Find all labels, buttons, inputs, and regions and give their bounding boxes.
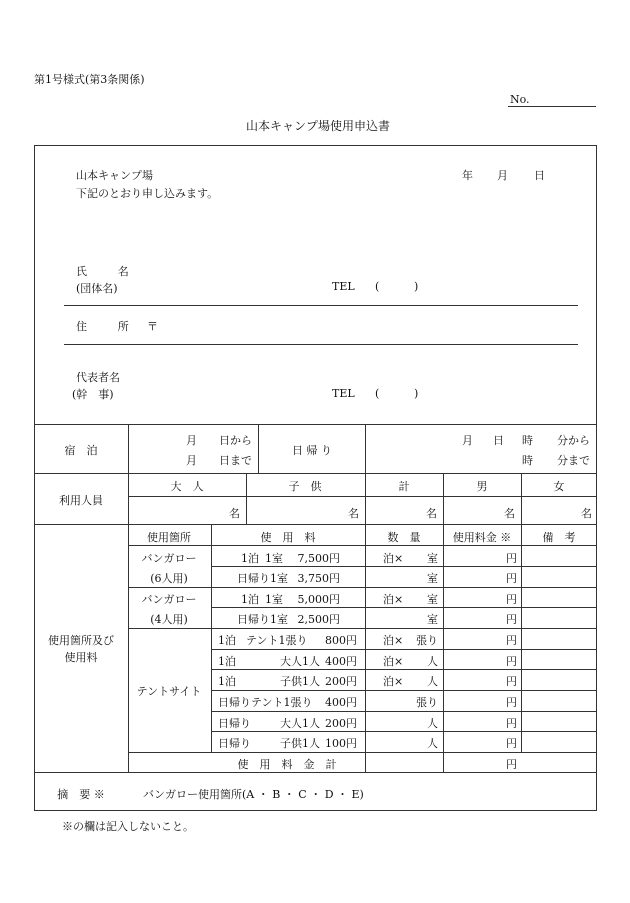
usage-section-label-2: 使用料 xyxy=(64,651,98,664)
tel-paren-open-1: ( xyxy=(375,280,380,293)
qty-row-5-a: 泊× xyxy=(383,634,404,647)
fee-row-5-a: 1泊 xyxy=(218,634,236,647)
daytrip-hour-from: 時 xyxy=(522,434,533,447)
qty-row-4-b: 室 xyxy=(427,613,438,626)
daytrip-label: 日 帰 り xyxy=(292,444,332,457)
fee-row-7-b: 子供1人 xyxy=(280,675,320,688)
grid-line xyxy=(246,473,247,524)
grid-line xyxy=(211,649,597,650)
grid-line xyxy=(128,545,597,546)
group-label: (団体名) xyxy=(76,282,118,295)
amount-row-3: 円 xyxy=(506,593,517,606)
date-month-label: 月 xyxy=(497,169,508,182)
grid-line xyxy=(211,711,597,712)
form-number-line xyxy=(508,106,596,107)
users-unit-total: 名 xyxy=(426,507,437,520)
form-style-label: 第1号様式(第3条関係) xyxy=(34,73,145,86)
tentsite-label: テントサイト xyxy=(136,685,202,698)
stay-from-month: 月 xyxy=(186,434,197,447)
users-unit-child: 名 xyxy=(348,507,359,520)
tel-paren-open-2: ( xyxy=(375,387,380,400)
qty-row-8-b: 張り xyxy=(416,696,438,709)
usage-header-place: 使用箇所 xyxy=(147,531,191,544)
fee-row-10-c: 100円 xyxy=(325,737,357,750)
address-underline xyxy=(64,344,578,345)
grid-line xyxy=(521,473,522,524)
daytrip-to-label: 分まで xyxy=(557,454,590,467)
address-label: 住 所 xyxy=(76,320,139,333)
qty-row-2-b: 室 xyxy=(427,572,438,585)
grid-line xyxy=(365,524,366,772)
grid-line xyxy=(128,496,597,497)
fee-row-9-b: 大人1人 xyxy=(280,717,320,730)
fee-row-5-c: 800円 xyxy=(325,634,357,647)
amount-row-4: 円 xyxy=(506,613,517,626)
fee-row-10-a: 日帰り xyxy=(218,737,251,750)
usage-total-yen: 円 xyxy=(506,758,517,771)
bungalow6-capacity: (6人用) xyxy=(150,572,188,585)
grid-line xyxy=(34,473,597,474)
amount-row-5: 円 xyxy=(506,634,517,647)
grid-line xyxy=(128,628,597,629)
fee-row-5-b: テント1張り xyxy=(246,634,308,647)
qty-row-10-b: 人 xyxy=(427,737,438,750)
amount-row-9: 円 xyxy=(506,717,517,730)
tel-paren-close-2: ) xyxy=(414,387,419,400)
usage-section-label-1: 使用箇所及び xyxy=(48,634,114,647)
fee-row-3-c: 5,000円 xyxy=(297,593,340,606)
bungalow6-label: バンガロー xyxy=(141,552,197,565)
grid-line xyxy=(211,690,597,691)
daytrip-from-label: 分から xyxy=(557,434,590,447)
tel-label-2: TEL xyxy=(332,387,355,400)
name-label: 氏 名 xyxy=(76,265,139,278)
qty-row-9-b: 人 xyxy=(427,717,438,730)
users-unit-adult: 名 xyxy=(229,507,240,520)
representative-sub-label: (幹 事) xyxy=(72,388,114,401)
grid-line xyxy=(128,752,597,753)
date-year-label: 年 xyxy=(462,169,473,182)
fee-row-9-a: 日帰り xyxy=(218,717,251,730)
fee-row-3-b: 1室 xyxy=(265,593,283,606)
qty-row-6-a: 泊× xyxy=(383,655,404,668)
grid-line xyxy=(211,607,597,608)
qty-row-3-a: 泊× xyxy=(383,593,404,606)
fee-row-2-a: 日帰り1室 xyxy=(237,572,288,585)
grid-line xyxy=(443,524,444,772)
grid-line xyxy=(521,524,522,752)
users-label: 利用人員 xyxy=(59,494,103,507)
fee-row-6-c: 400円 xyxy=(325,655,357,668)
fee-row-2-c: 3,750円 xyxy=(297,572,340,585)
grid-line xyxy=(443,473,444,524)
qty-row-3-b: 室 xyxy=(427,593,438,606)
grid-line xyxy=(34,524,597,525)
usage-header-remarks: 備 考 xyxy=(542,531,576,544)
grid-line xyxy=(211,566,597,567)
summary-label: 摘 要 ※ xyxy=(57,788,105,801)
fee-row-8-c: 400円 xyxy=(325,696,357,709)
fee-row-8-a: 日帰りテント1張り xyxy=(218,696,313,709)
date-day-label: 日 xyxy=(534,169,545,182)
tel-paren-close-1: ) xyxy=(414,280,419,293)
usage-header-fee: 使 用 料 xyxy=(260,531,316,544)
stay-from-day: 日から xyxy=(219,434,252,447)
qty-row-6-b: 人 xyxy=(427,655,438,668)
daytrip-month: 月 xyxy=(462,434,473,447)
grid-line xyxy=(34,424,597,425)
daytrip-day: 日 xyxy=(493,434,504,447)
fee-row-6-b: 大人1人 xyxy=(280,655,320,668)
stay-to-day: 日まで xyxy=(219,454,252,467)
daytrip-hour-to: 時 xyxy=(522,454,533,467)
grid-line xyxy=(128,424,129,772)
amount-row-1: 円 xyxy=(506,552,517,565)
fee-row-7-c: 200円 xyxy=(325,675,357,688)
usage-header-qty: 数 量 xyxy=(387,531,421,544)
users-unit-female: 名 xyxy=(581,507,592,520)
form-title: 山本キャンプ場使用申込書 xyxy=(246,119,391,133)
qty-row-7-b: 人 xyxy=(427,675,438,688)
fee-row-9-c: 200円 xyxy=(325,717,357,730)
addressee: 山本キャンプ場 xyxy=(76,169,153,182)
grid-line xyxy=(365,424,366,473)
fee-row-1-c: 7,500円 xyxy=(297,552,340,565)
grid-line xyxy=(34,772,597,773)
bungalow4-label: バンガロー xyxy=(141,593,197,606)
fee-row-3-a: 1泊 xyxy=(241,593,259,606)
users-header-child: 子 供 xyxy=(288,480,322,493)
representative-label: 代表者名 xyxy=(76,371,120,384)
users-header-total: 計 xyxy=(398,480,410,493)
stay-label: 宿 泊 xyxy=(64,444,98,457)
users-header-adult: 大 人 xyxy=(170,480,204,493)
qty-row-7-a: 泊× xyxy=(383,675,404,688)
amount-row-7: 円 xyxy=(506,675,517,688)
qty-row-1-b: 室 xyxy=(427,552,438,565)
intro-text: 下記のとおり申し込みます。 xyxy=(76,187,219,200)
postal-mark: 〒 xyxy=(147,320,158,333)
usage-total-label: 使 用 料 金 計 xyxy=(237,758,337,771)
qty-row-1-a: 泊× xyxy=(383,552,404,565)
users-unit-male: 名 xyxy=(504,507,515,520)
grid-line xyxy=(365,473,366,524)
fee-row-1-a: 1泊 xyxy=(241,552,259,565)
amount-row-6: 円 xyxy=(506,655,517,668)
tel-label-1: TEL xyxy=(332,280,355,293)
bungalow4-capacity: (4人用) xyxy=(150,613,188,626)
name-underline xyxy=(64,305,578,306)
grid-line xyxy=(128,587,597,588)
grid-line xyxy=(211,524,212,752)
summary-text: バンガロー使用箇所(A ・ B ・ C ・ D ・ E) xyxy=(143,788,364,801)
qty-row-5-b: 張り xyxy=(416,634,438,647)
grid-line xyxy=(211,731,597,732)
fee-row-4-a: 日帰り1室 xyxy=(237,613,288,626)
amount-row-8: 円 xyxy=(506,696,517,709)
grid-line xyxy=(211,669,597,670)
fee-row-6-a: 1泊 xyxy=(218,655,236,668)
amount-row-2: 円 xyxy=(506,572,517,585)
fee-row-7-a: 1泊 xyxy=(218,675,236,688)
fee-row-10-b: 子供1人 xyxy=(280,737,320,750)
form-number-label: No. xyxy=(510,93,530,106)
users-header-female: 女 xyxy=(553,480,565,493)
footnote: ※の欄は記入しないこと。 xyxy=(62,820,194,833)
usage-header-amount: 使用料金 ※ xyxy=(452,531,512,544)
amount-row-10: 円 xyxy=(506,737,517,750)
fee-row-1-b: 1室 xyxy=(265,552,283,565)
fee-row-4-c: 2,500円 xyxy=(297,613,340,626)
stay-to-month: 月 xyxy=(186,454,197,467)
grid-line xyxy=(258,424,259,473)
users-header-male: 男 xyxy=(476,480,488,493)
